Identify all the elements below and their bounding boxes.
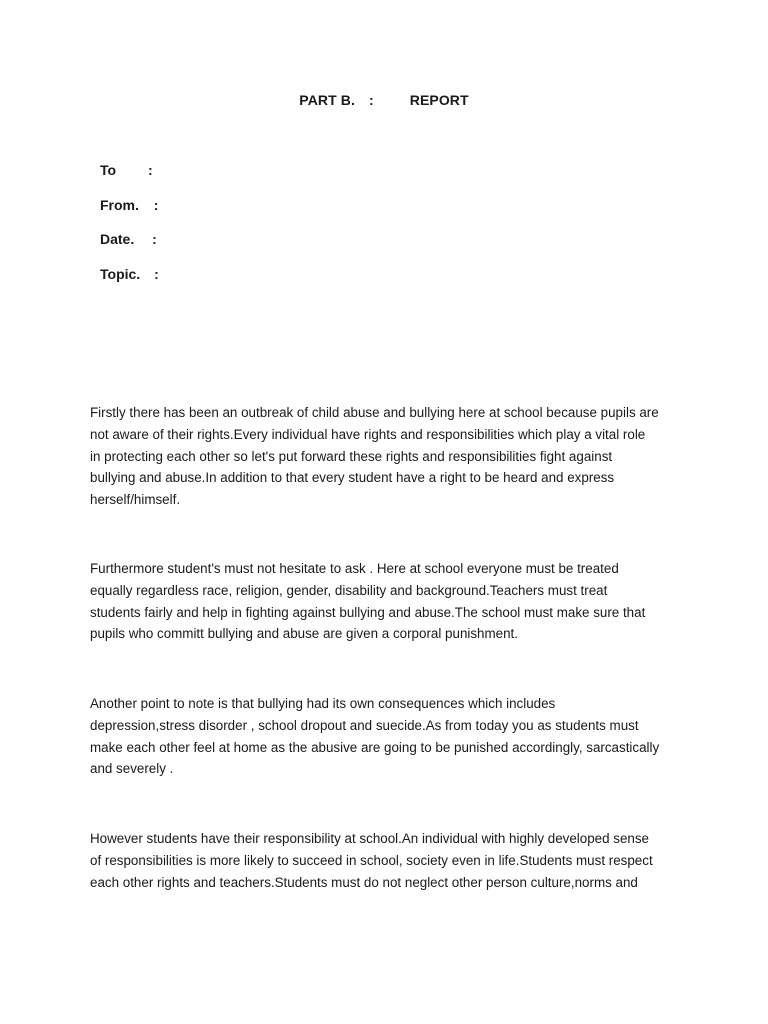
paragraph-line: Furthermore student's must not hesitate to ask . Here at school everyone must be treated [90,561,619,576]
paragraph-2 [90,558,682,645]
field-colon: : [153,196,159,213]
paragraph-1 [90,402,682,511]
paragraph-line: in protecting each other so let's put forward these rights and responsibilities fight against [90,448,613,464]
field-colon: : [147,162,153,178]
paragraph-4 [90,828,682,893]
paragraph-line: pupils who committ bullying and abuse are given a corporal punishment. [90,626,518,642]
field-label: Topic. [100,265,141,282]
paragraph-line: herself/himself. [90,492,181,508]
field-colon: : [152,231,157,247]
paragraph-line: of responsibilities is more likely to succeed in school, society even in life.Students must respect [90,852,653,868]
title-report: REPORT [409,92,469,108]
field-date [100,231,159,266]
field-label: Date. [100,231,135,247]
paragraph-line: each other rights and teachers.Students must do not neglect other person culture,norms and [90,874,638,890]
paragraph-line: not aware of their rights.Every individual have rights and responsibilities which play a vital role [90,426,646,442]
page-title [0,92,768,108]
title-part: PART B. [299,92,355,108]
paragraph-line: bullying and abuse.In addition to that every student have a right to be heard and express [90,470,615,486]
paragraph-line: make each other feel at home as the abusive are going to be punished accordingly, sarcastically [90,739,660,755]
paragraph-line: equally regardless race, religion, gender, disability and background.Teachers must treat [90,582,608,598]
paragraph-line: students fairly and help in fighting against bullying and abuse.The school must make sure that [90,604,646,620]
title-separator: : [368,92,374,108]
paragraph-line: Firstly there has been an outbreak of child abuse and bullying here at school because pupils are [90,405,659,420]
field-from [100,197,159,232]
paragraph-line: Another point to note is that bullying had its own consequences which includes [90,696,556,711]
paragraph-3 [90,693,682,780]
paragraph-line: However students have their responsibility at school.An individual with highly developed sense [90,831,650,846]
field-to [100,162,159,197]
field-label: To [100,162,117,178]
paragraph-line: and severely . [90,761,174,777]
paragraph-line: depression,stress disorder , school dropout and suecide.As from today you as students must [90,717,639,733]
field-label: From. [100,196,139,213]
memo-header-fields [100,162,159,300]
field-topic [100,266,159,301]
field-colon: : [154,265,159,282]
